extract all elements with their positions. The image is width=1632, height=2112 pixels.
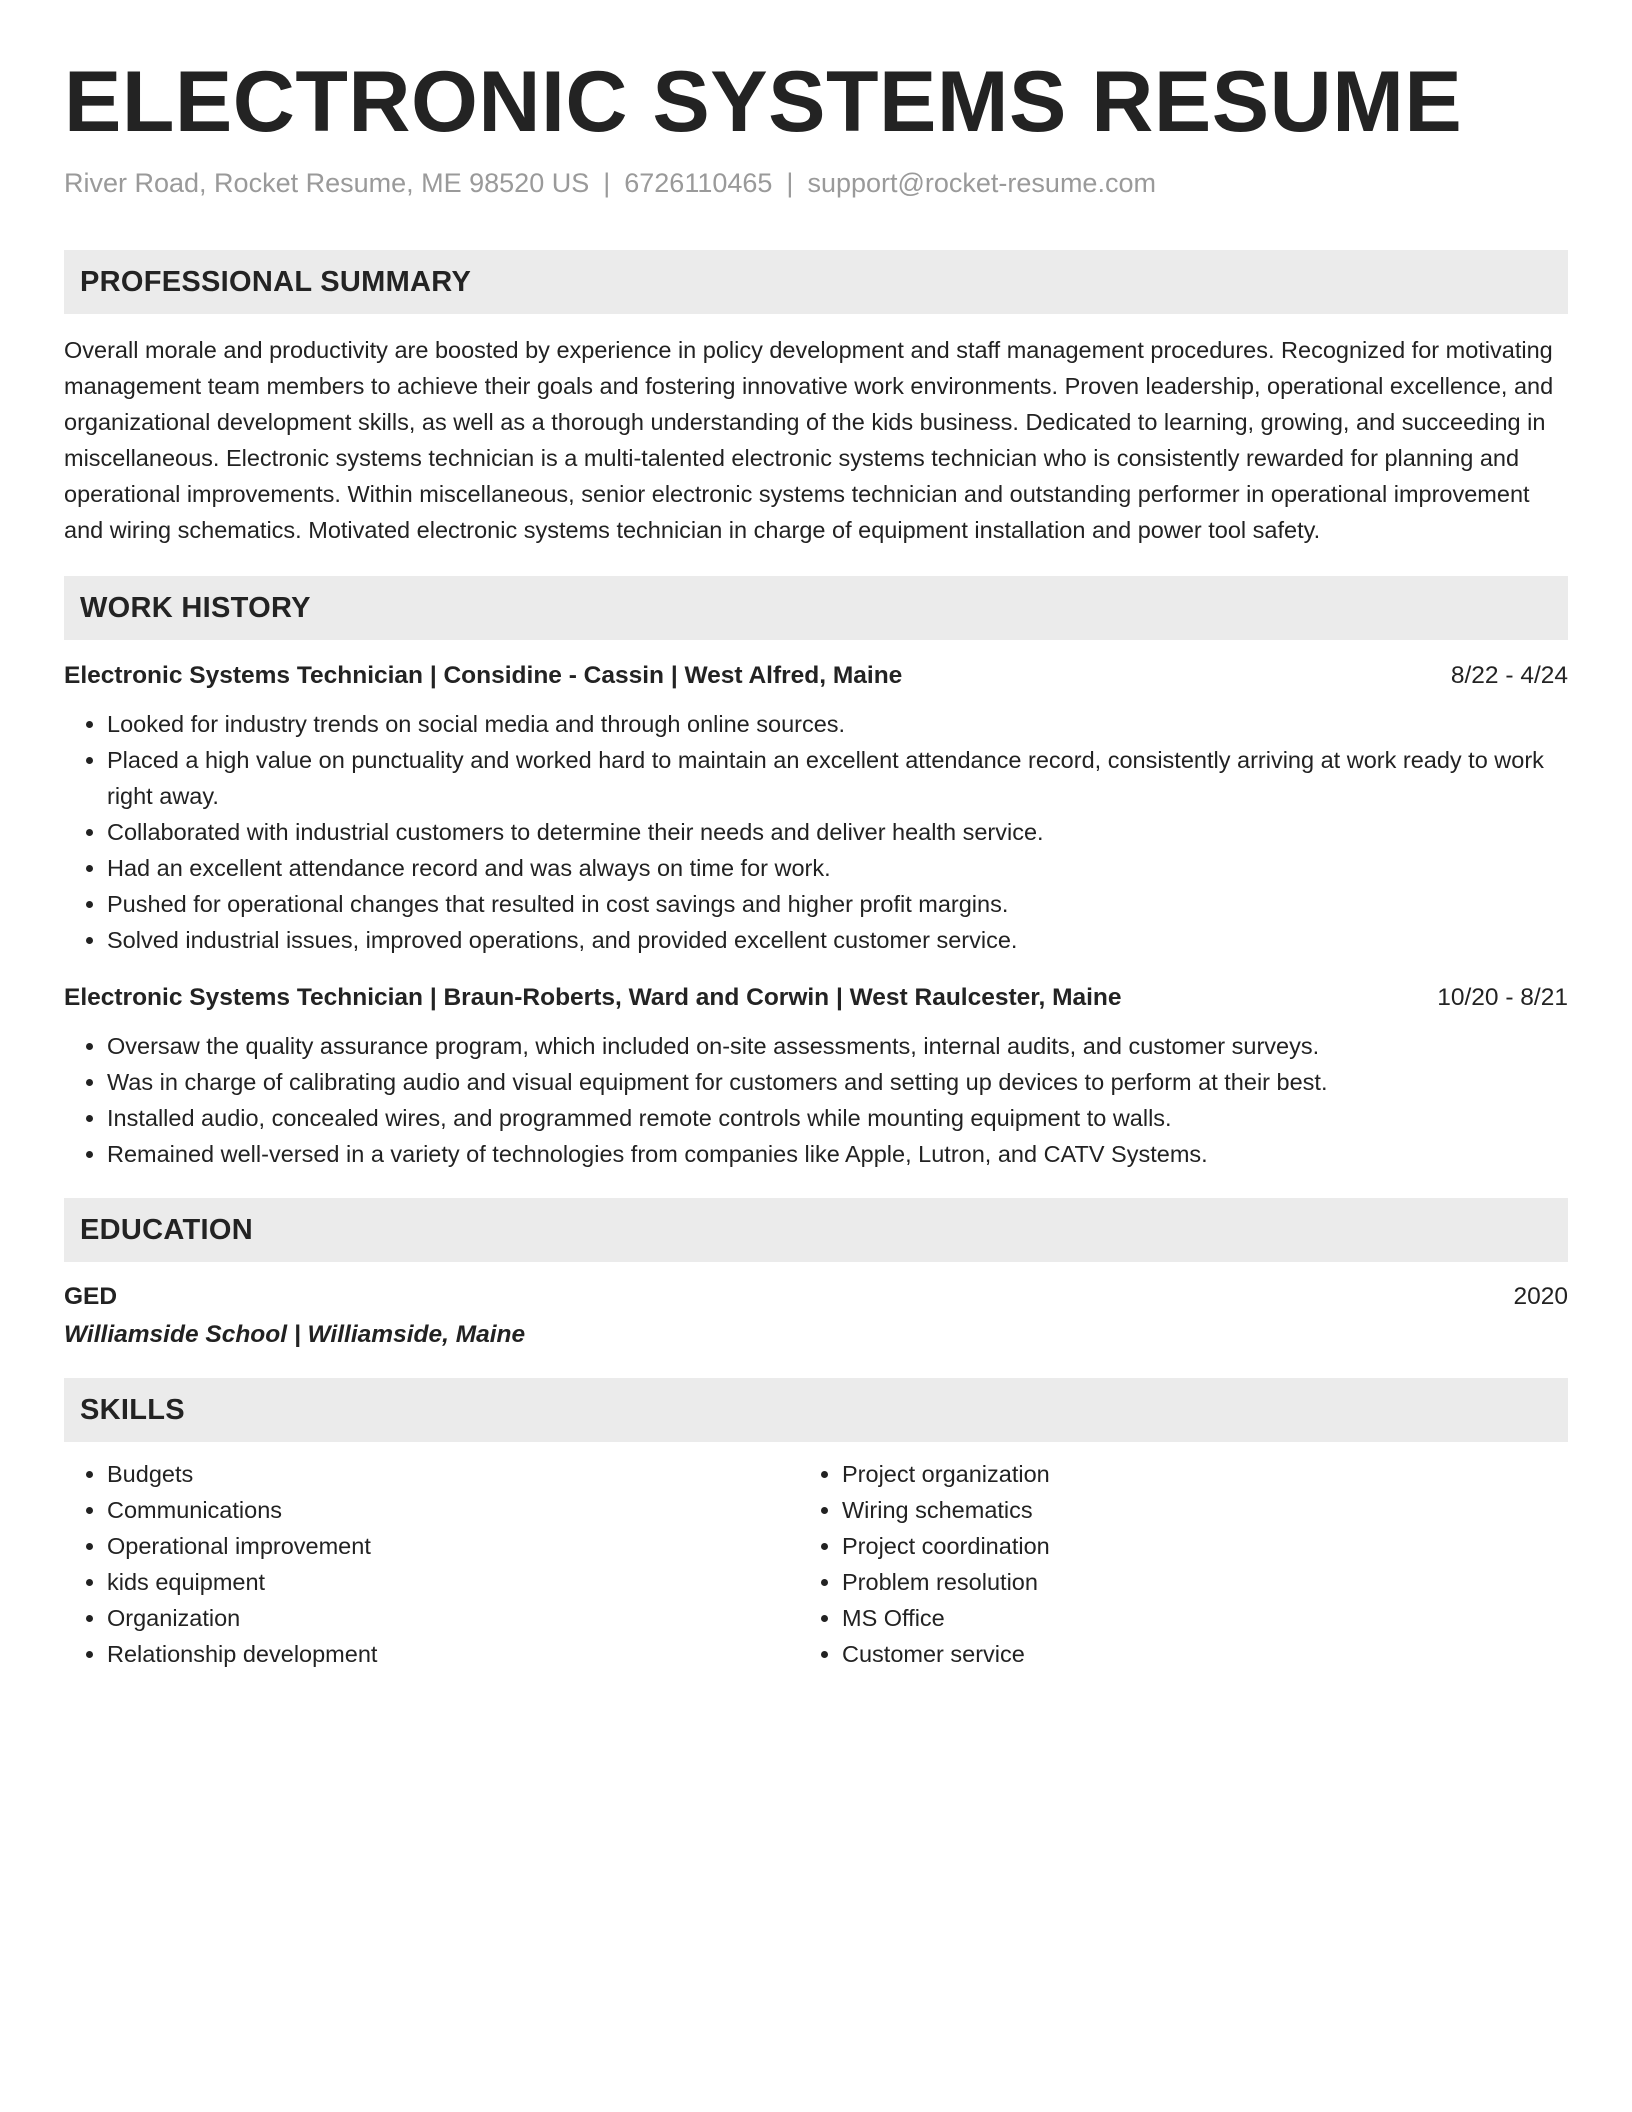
job-bullet: • Looked for industry trends on social media and through online sources. [107, 706, 1568, 742]
skill-item: • Relationship development [107, 1636, 799, 1672]
summary-text: Overall morale and productivity are boosted by experience in policy development and staff management procedures. Recognized for motivating management team members to achieve their goals and fostering innovative work environments. Proven leadership, operational excellence, and organizational development skills, as well as a thorough understanding of the kids business. Dedicated to learning, growing, and succeeding in miscellaneous. Electronic systems technician is a multi-talented electronic systems technician who is consistently rewarded for planning and operational improvements. Within miscellaneous, senior electronic systems technician and outstanding performer in operational improvement and wiring schematics. Motivated electronic systems technician in charge of equipment installation and power tool safety. [64, 337, 1554, 543]
job-header [64, 980, 1568, 1016]
contact-separator: | [786, 168, 794, 198]
education-degree: GED [64, 1283, 118, 1310]
job-bullet: • Solved industrial issues, improved operations, and provided excellent customer service. [107, 922, 1568, 958]
education-year: 2020 [1513, 1283, 1568, 1310]
job-bullets [64, 1028, 1568, 1172]
contact-separator: | [603, 168, 611, 198]
skills-column-left [64, 1456, 799, 1672]
skills-list [64, 1456, 1568, 1672]
job-bullet: • Remained well-versed in a variety of technologies from companies like Apple, Lutron, and CATV Systems. [107, 1136, 1568, 1172]
education-header [64, 1278, 1568, 1316]
job-title: Electronic Systems Technician | Braun-Roberts, Ward and Corwin | West Raulcester, Maine [64, 984, 1122, 1011]
skill-item: • Wiring schematics [842, 1492, 1534, 1528]
job-bullets [64, 706, 1568, 958]
education-school: Williamside School | Williamside, Maine [64, 1321, 526, 1348]
job-bullet: • Oversaw the quality assurance program, which included on-site assessments, internal audits, and customer surveys. [107, 1028, 1568, 1064]
job-bullet: • Collaborated with industrial customers to determine their needs and deliver health service. [107, 814, 1568, 850]
job-dates: 10/20 - 8/21 [1437, 984, 1568, 1011]
skill-item: • Project organization [842, 1456, 1534, 1492]
section-heading-summary: PROFESSIONAL SUMMARY [64, 250, 1568, 314]
job-dates: 8/22 - 4/24 [1450, 662, 1568, 689]
skill-item: • Project coordination [842, 1528, 1534, 1564]
job-entry [64, 980, 1568, 1172]
skill-item: • Customer service [842, 1636, 1534, 1672]
skills-column-right [799, 1456, 1534, 1672]
section-heading-skills: SKILLS [64, 1378, 1568, 1442]
contact-address: River Road, Rocket Resume, ME 98520 US [64, 168, 590, 198]
job-bullet: • Pushed for operational changes that resulted in cost savings and higher profit margins. [107, 886, 1568, 922]
skill-item: • Operational improvement [107, 1528, 799, 1564]
job-bullet: • Had an excellent attendance record and was always on time for work. [107, 850, 1568, 886]
skill-item: • Organization [107, 1600, 799, 1636]
job-header [64, 658, 1568, 694]
skill-item: • MS Office [842, 1600, 1534, 1636]
skill-item: • Budgets [107, 1456, 799, 1492]
skill-item: • Communications [107, 1492, 799, 1528]
education-entry [64, 1278, 1568, 1354]
job-entry [64, 658, 1568, 958]
section-heading-work-history: WORK HISTORY [64, 576, 1568, 640]
skill-item: • kids equipment [107, 1564, 799, 1600]
job-title: Electronic Systems Technician | Considine - Cassin | West Alfred, Maine [64, 662, 903, 689]
contact-email: support@rocket-resume.com [807, 168, 1156, 198]
skill-item: • Problem resolution [842, 1564, 1534, 1600]
job-bullet: • Placed a high value on punctuality and worked hard to maintain an excellent attendance record, consistently arriving at work ready to work right away. [107, 742, 1568, 814]
section-heading-education: EDUCATION [64, 1198, 1568, 1262]
job-bullet: • Installed audio, concealed wires, and programmed remote controls while mounting equipment to walls. [107, 1100, 1568, 1136]
contact-line [64, 166, 1568, 200]
contact-phone: 6726110465 [624, 168, 773, 198]
resume-title: ELECTRONIC SYSTEMS RESUME [64, 54, 1463, 150]
job-bullet: • Was in charge of calibrating audio and visual equipment for customers and setting up devices to perform at their best. [107, 1064, 1568, 1100]
